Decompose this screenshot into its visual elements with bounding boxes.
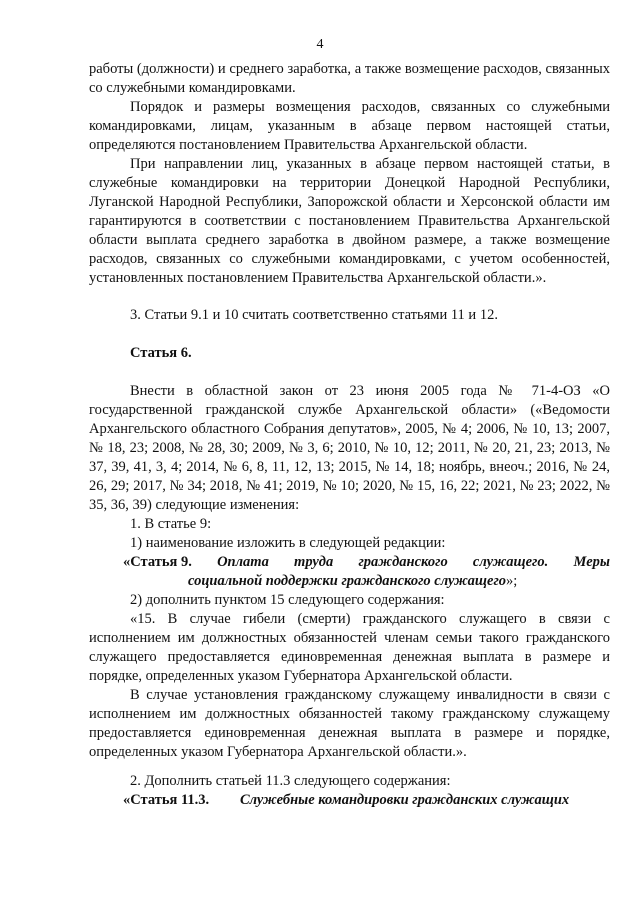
paragraph-article-9: 1. В статье 9: <box>130 516 212 532</box>
title-word: труда <box>294 554 334 570</box>
paragraph-expense-procedure: Порядок и размеры возмещения расходов, связанных со служебными командировками, лицам, указанным в абзаце первом настоящей статьи, определяются постановлением Правительства Архангельской области. <box>89 99 610 153</box>
paragraph-amendments-intro: Внести в областной закон от 23 июня 2005 года № 71-4-ОЗ «О государственной гражданской службе Архангельской области» («Ведомости Архангельского областного Собрания депутатов», 2005, № 4; 2006, № 10, 13; 2007, № 18, 23; 2008, № 28, 30; 2009, № 3, 6; 2010, № 10, 12; 2011, № 20, 21, 23; 2013, № 37, 39, 41, 3, 4; 2014, № 6, 8, 11, 12, 13; 2015, № 14, 18; ноябрь, внеоч.; 2016, № 24, 26, 29; 2017, № 34; 2018, № 41; 2019, № 10; 2020, № 15, 16, 22; 2021, № 23; 2022, № 35, 36, 39) следующие изменения: <box>89 383 610 513</box>
title-word: «Статья 9. <box>123 554 192 570</box>
paragraph-renumber-articles: 3. Статьи 9.1 и 10 считать соответственно статьями 11 и 12. <box>130 307 498 323</box>
article-9-new-title <box>123 553 610 591</box>
article-6-heading: Статья 6. <box>130 345 192 361</box>
paragraph-rename-item: 1) наименование изложить в следующей редакции: <box>130 535 446 551</box>
article-9-title-line-2 <box>123 572 610 591</box>
paragraph-add-item-15: 2) дополнить пунктом 15 следующего содержания: <box>130 592 445 608</box>
article-9-title-line-1 <box>123 553 610 572</box>
paragraph-continuation: работы (должности) и среднего заработка, а также возмещение расходов, связанных со служебными командировками. <box>89 61 610 96</box>
title-word: служащего. <box>472 554 549 570</box>
article-11-3-heading <box>123 791 610 810</box>
paragraph-add-article-11-3: 2. Дополнить статьей 11.3 следующего содержания: <box>130 773 451 789</box>
title-word: Оплата <box>217 554 269 570</box>
title-continuation: социальной поддержки гражданского служащего <box>188 573 507 589</box>
paragraph-item-15-death: «15. В случае гибели (смерти) гражданского служащего в связи с исполнением им должностных обязанностей членам семьи такого гражданского служащего предоставляется единовременная денежная выплата в размере и порядке, определенных указом Губернатора Архангельской области. <box>89 611 610 684</box>
title-word: Меры <box>573 554 610 570</box>
page-number: 4 <box>316 37 324 52</box>
paragraph-new-regions-trips: При направлении лиц, указанных в абзаце первом настоящей статьи, в служебные командировки на территории Донецкой Народной Республики, Луганской Народной Республики, Запорожской области и Херсонской области им гарантируются в соответствии с постановлением Правительства Архангельской области выплата среднего заработка в двойном размере, а также возмещение расходов, связанных со служебными командировками, с учетом особенностей, установленных постановлением Правительства Архангельской области.». <box>89 156 610 286</box>
article-11-3-label: «Статья 11.3. <box>123 792 210 808</box>
paragraph-item-15-disability: В случае установления гражданскому служащему инвалидности в связи с исполнением им должностных обязанностей такому гражданскому служащему предоставляется единовременная денежная выплата в размере и порядке, определенных указом Губернатора Архангельской области.». <box>89 687 610 760</box>
article-11-3-title: Служебные командировки гражданских служащих <box>240 792 570 808</box>
title-closing-quote: »; <box>506 573 518 589</box>
title-word: гражданского <box>358 554 448 570</box>
